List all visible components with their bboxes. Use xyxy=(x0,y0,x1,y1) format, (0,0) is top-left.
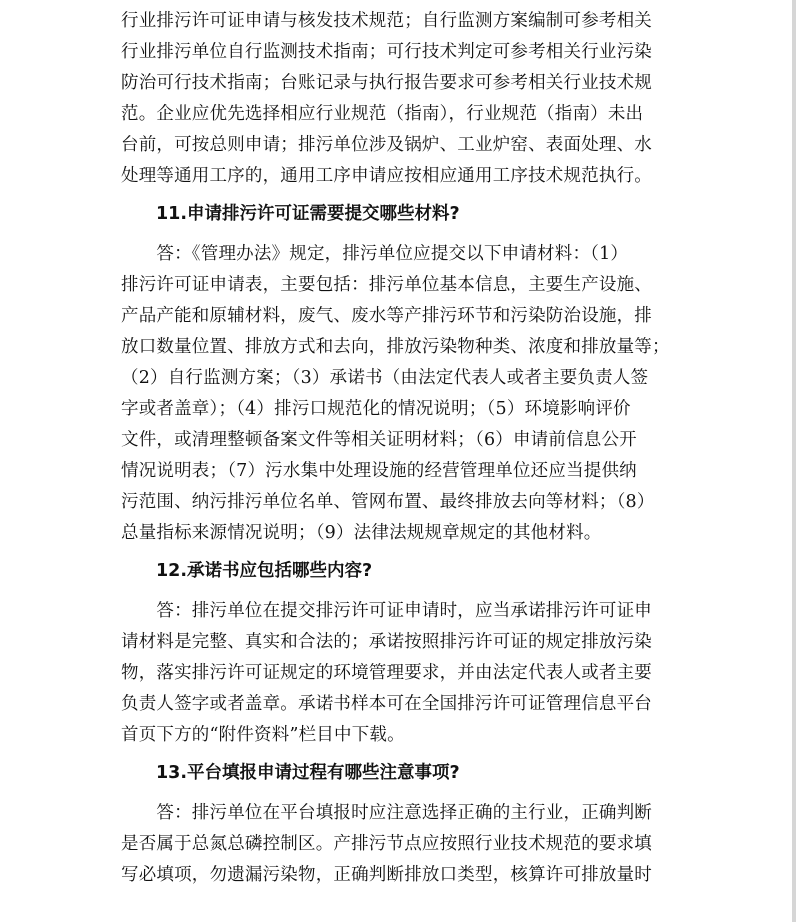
text-line: 答：《管理办法》规定，排污单位应提交以下申请材料：（1） xyxy=(121,244,629,264)
answer-11-paragraph xyxy=(121,239,677,549)
text-line: 范。企业应优先选择相应行业规范（指南），行业规范（指南）未出 xyxy=(121,104,644,124)
text-line: 是否属于总氮总磷控制区。产排污节点应按照行业技术规范的要求填 xyxy=(121,834,652,854)
text-line: 放口数量位置、排放方式和去向，排放污染物种类、浓度和排放量等； xyxy=(121,337,670,357)
text-line: 处理等通用工序的，通用工序申请应按相应通用工序技术规范执行。 xyxy=(121,166,652,186)
question-11-heading: 11.申请排污许可证需要提交哪些材料? xyxy=(156,204,460,224)
question-13-heading: 13.平台填报申请过程有哪些注意事项? xyxy=(156,763,460,783)
answer-12-paragraph xyxy=(121,596,677,751)
text-line: 答：排污单位在平台填报时应注意选择正确的主行业，正确判断 xyxy=(121,803,652,823)
text-line: 情况说明表；（7）污水集中处理设施的经营管理单位还应当提供纳 xyxy=(121,461,637,481)
text-line: 台前，可按总则申请；排污单位涉及锅炉、工业炉窑、表面处理、水 xyxy=(121,135,652,155)
text-line: 污范围、纳污排污单位名单、管网布置、最终排放去向等材料；（8） xyxy=(121,492,655,512)
text-line: 总量指标来源情况说明；（9）法律法规规章规定的其他材料。 xyxy=(121,523,602,543)
text-line: 行业排污许可证申请与核发技术规范；自行监测方案编制可参考相关 xyxy=(121,11,652,31)
text-line: 答：排污单位在提交排污许可证申请时，应当承诺排污许可证申 xyxy=(121,601,652,621)
text-line: 负责人签字或者盖章。承诺书样本可在全国排污许可证管理信息平台 xyxy=(121,694,652,714)
text-line: 写必填项，勿遗漏污染物，正确判断排放口类型，核算许可排放量时 xyxy=(121,865,652,885)
text-line: 物，落实排污许可证规定的环境管理要求，并由法定代表人或者主要 xyxy=(121,663,652,683)
text-line: 请材料是完整、真实和合法的；承诺按照排污许可证的规定排放污染 xyxy=(121,632,652,652)
page-edge xyxy=(792,0,796,922)
text-line: （2）自行监测方案；（3）承诺书（由法定代表人或者主要负责人签 xyxy=(121,368,649,388)
text-line: 字或者盖章）；（4）排污口规范化的情况说明；（5）环境影响评价 xyxy=(121,399,631,419)
text-line: 行业排污单位自行监测技术指南；可行技术判定可参考相关行业污染 xyxy=(121,42,652,62)
question-12-heading: 12.承诺书应包括哪些内容? xyxy=(156,561,373,581)
document-body xyxy=(121,6,677,891)
text-line: 排污许可证申请表，主要包括：排污单位基本信息，主要生产设施、 xyxy=(121,275,652,295)
text-line: 产品产能和原辅材料，废气、废水等产排污环节和污染防治设施，排 xyxy=(121,306,652,326)
text-line: 防治可行技术指南；台账记录与执行报告要求可参考相关行业技术规 xyxy=(121,73,652,93)
text-line: 首页下方的“附件资料”栏目中下载。 xyxy=(121,725,405,745)
answer-13-paragraph xyxy=(121,798,677,891)
intro-paragraph xyxy=(121,6,677,192)
text-line: 文件，或清理整顿备案文件等相关证明材料；（6）申请前信息公开 xyxy=(121,430,637,450)
